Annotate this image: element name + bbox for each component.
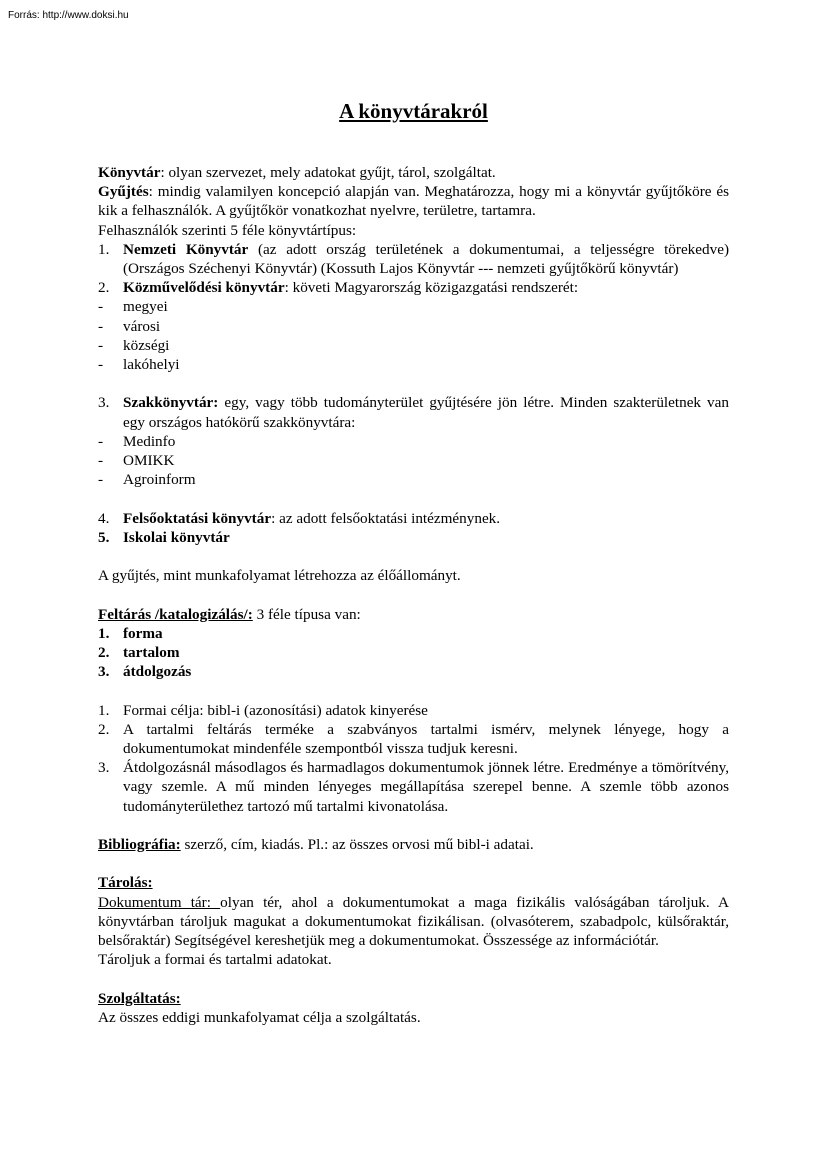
list-number: 2. [98, 720, 110, 738]
list-number: 2. [98, 279, 110, 297]
dash-marker: - [98, 336, 104, 354]
type-description: : az adott felsőoktatási intézménynek. [271, 509, 501, 527]
list-number: 1. [98, 624, 110, 642]
types-intro: Felhasználók szerinti 5 féle könyvtártípus: [98, 221, 357, 239]
type-term: Szakkönyvtár: [123, 394, 219, 412]
sub-item [98, 317, 729, 336]
gyujtes-sentence: A gyűjtés, mint munkafolyamat létrehozza az élőállományt. [98, 567, 461, 585]
sub-item [98, 355, 729, 374]
tarolas-last: Tároljuk a formai és tartalmi adatokat. [98, 951, 332, 969]
tarolas-paragraph [98, 893, 729, 951]
dash-marker: - [98, 452, 104, 470]
sub-item-text: megyei [123, 298, 168, 316]
dash-marker: - [98, 298, 104, 316]
sub-item [98, 451, 729, 470]
dash-marker: - [98, 317, 104, 335]
list-number: 2. [98, 644, 110, 662]
term-konyvtar: Könyvtár [98, 164, 161, 181]
section-heading: Bibliográfia: [98, 836, 181, 854]
sub-item-text: városi [123, 317, 161, 335]
type-description: : követi Magyarország közigazgatási rendszerét: [284, 279, 579, 297]
sub-item-text: Medinfo [123, 432, 176, 450]
sub-item [98, 432, 729, 451]
feltaras-detail [98, 720, 729, 758]
list-number: 1. [98, 240, 110, 258]
kind-label: forma [123, 624, 163, 642]
type-item-2 [98, 278, 729, 297]
list-text [123, 393, 729, 431]
type-term: Felsőoktatási könyvtár [123, 509, 272, 527]
tarolas-text: olyan tér, ahol a dokumentumokat a maga fizikális valóságában tároljuk. A könyvtárban tároljuk magukat a dokumentumokat fizikálisan. (olvasóterem, szabadpolc, külsőraktár, belsőraktár) Segítségével kereshetjük meg a dokumentumokat. Összessége az információtár. [98, 893, 729, 950]
sub-item-text: lakóhelyi [123, 356, 180, 374]
sub-item-text: községi [123, 336, 170, 354]
type-item-5 [98, 528, 729, 547]
tarolas-heading [98, 873, 729, 892]
definition-gyujtes [98, 182, 729, 220]
list-number: 3. [98, 663, 110, 681]
sub-item [98, 336, 729, 355]
type-term: Közművelődési könyvtár [123, 279, 285, 297]
feltaras-kind [98, 662, 729, 681]
section-heading: Szolgáltatás: [98, 989, 181, 1007]
page-title: A könyvtárakról [339, 99, 488, 123]
list-text [123, 240, 729, 278]
feltaras-detail [98, 701, 729, 720]
type-description: egy, vagy több tudományterület gyűjtésére jön létre. Minden szakterületnek van egy országos hatókörű szakkönyvtára: [123, 394, 729, 431]
list-number: 1. [98, 701, 110, 719]
type-item-3 [98, 393, 729, 431]
detail-text: Formai célja: bibl-i (azonosítási) adatok kinyerése [123, 701, 428, 719]
list-text [123, 278, 729, 297]
detail-text: Átdolgozásnál másodlagos és harmadlagos dokumentumok jönnek létre. Eredménye a tömörítvény, vagy szemle. A mű minden lényeges megállapítása szerepel benne. A szemle több azonos tudományterülethez tartozó mű tartalmi kivonatolása. [123, 759, 729, 815]
detail-text: A tartalmi feltárás terméke a szabványos tartalmi ismérv, melynek lényege, hogy a dokumentumokat mindenféle szempontból vissza tudjuk keresni. [123, 720, 729, 758]
source-note: Forrás: http://www.doksi.hu [8, 10, 129, 21]
dash-marker: - [98, 356, 104, 374]
szolgaltatas-text: Az összes eddigi munkafolyamat célja a szolgáltatás. [98, 1008, 421, 1026]
type-item-1 [98, 240, 729, 278]
type-item-4 [98, 509, 729, 528]
section-heading: Feltárás /katalogizálás/: [98, 605, 253, 623]
section-heading: Tárolás: [98, 874, 153, 892]
list-text [123, 509, 729, 528]
sub-item-text: Agroinform [123, 471, 196, 489]
heading-rest: 3 féle típusa van: [252, 605, 361, 623]
list-number: 3. [98, 394, 110, 412]
dash-marker: - [98, 432, 104, 450]
feltaras-kind [98, 624, 729, 643]
feltaras-detail [98, 758, 729, 816]
definition-konyvtar [98, 163, 729, 182]
definition-text: : olyan szervezet, mely adatokat gyűjt, tárol, szolgáltat. [160, 164, 496, 181]
sub-item-text: OMIKK [123, 452, 175, 470]
kind-label: tartalom [123, 644, 180, 662]
definition-text: : mindig valamilyen koncepció alapján van. Meghatározza, hogy mi a könyvtár gyűjtőköre és kik a felhasználók. A gyűjtőkör vonatkozhat nyelvre, területre, tartamra. [98, 183, 729, 220]
type-term: Nemzeti Könyvtár [123, 240, 249, 258]
sub-item [98, 470, 729, 489]
feltaras-kind [98, 643, 729, 662]
list-number: 3. [98, 759, 110, 777]
dokumentum-tar-term: Dokumentum tár: [98, 893, 221, 911]
type-description: (az adott ország területének a dokumentumai, a teljességre törekedve) (Országos Széchenyi Könyvtár) (Kossuth Lajos Könyvtár --- nemzeti gyűjtőkörű könyvtár) [123, 240, 730, 278]
type-term: Iskolai könyvtár [123, 528, 230, 546]
term-gyujtes: Gyűjtés [98, 183, 149, 201]
bibliografia-text: szerző, cím, kiadás. Pl.: az összes orvosi mű bibl-i adatai. [180, 836, 534, 854]
sub-item [98, 297, 729, 316]
szolgaltatas-heading [98, 989, 729, 1008]
feltaras-heading [98, 605, 729, 624]
list-text [123, 528, 729, 547]
list-number: 5. [98, 528, 110, 546]
document-body [98, 163, 729, 1027]
dash-marker: - [98, 471, 104, 489]
kind-label: átdolgozás [123, 663, 192, 681]
bibliografia-line [98, 835, 729, 854]
list-number: 4. [98, 509, 110, 527]
